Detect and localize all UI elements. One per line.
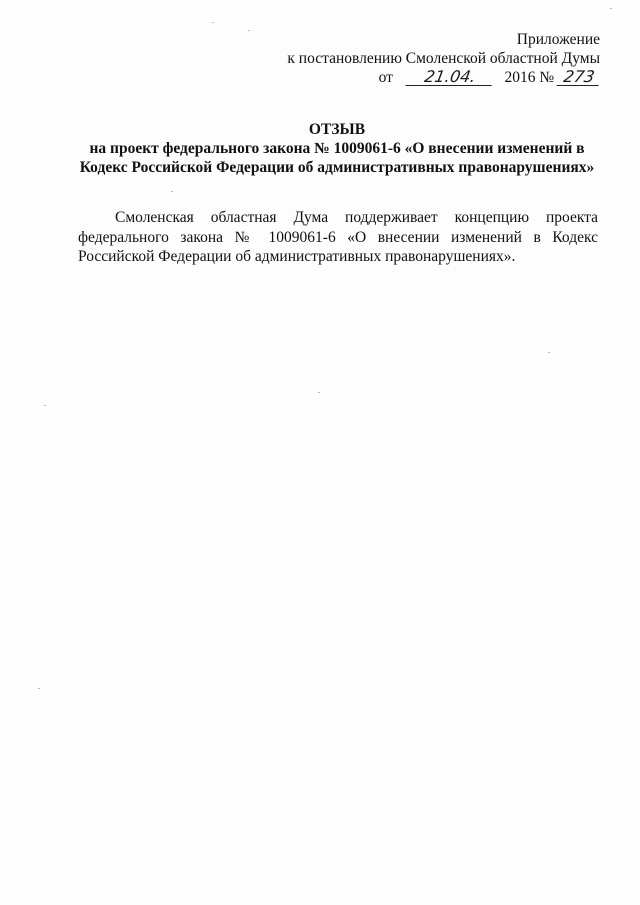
handwritten-number: 273 bbox=[557, 69, 602, 86]
title-line-2: Кодекс Российской Федерации об административных правонарушениях» bbox=[79, 159, 595, 176]
appendix-label: Приложение bbox=[516, 31, 600, 48]
title-heading: ОТЗЫВ bbox=[308, 121, 366, 138]
appendix-header bbox=[200, 30, 600, 87]
document-title bbox=[70, 120, 604, 177]
scan-speck bbox=[171, 191, 173, 192]
scan-speck bbox=[548, 352, 550, 353]
scan-speck bbox=[318, 392, 320, 393]
scan-speck bbox=[44, 405, 46, 406]
year-and-number-label: 2016 № bbox=[504, 69, 555, 86]
date-prefix: от bbox=[378, 69, 393, 86]
scan-speck bbox=[248, 30, 250, 31]
body-paragraph: Смоленская областная Дума поддерживает концепцию проекта федерального закона № 1009061-6 «О внесении изменений в Кодекс Российской Федерации об административных правонарушениях». bbox=[78, 209, 598, 265]
scan-speck bbox=[610, 8, 612, 9]
title-line-1: на проект федерального закона № 1009061-6 «О внесении изменений в bbox=[89, 140, 585, 157]
scan-speck bbox=[38, 688, 40, 689]
handwritten-date: 21.04. bbox=[405, 69, 494, 86]
scan-speck bbox=[212, 22, 214, 23]
resolution-date-line bbox=[200, 68, 600, 87]
resolution-reference: к постановлению Смоленской областной Думы bbox=[287, 50, 600, 67]
